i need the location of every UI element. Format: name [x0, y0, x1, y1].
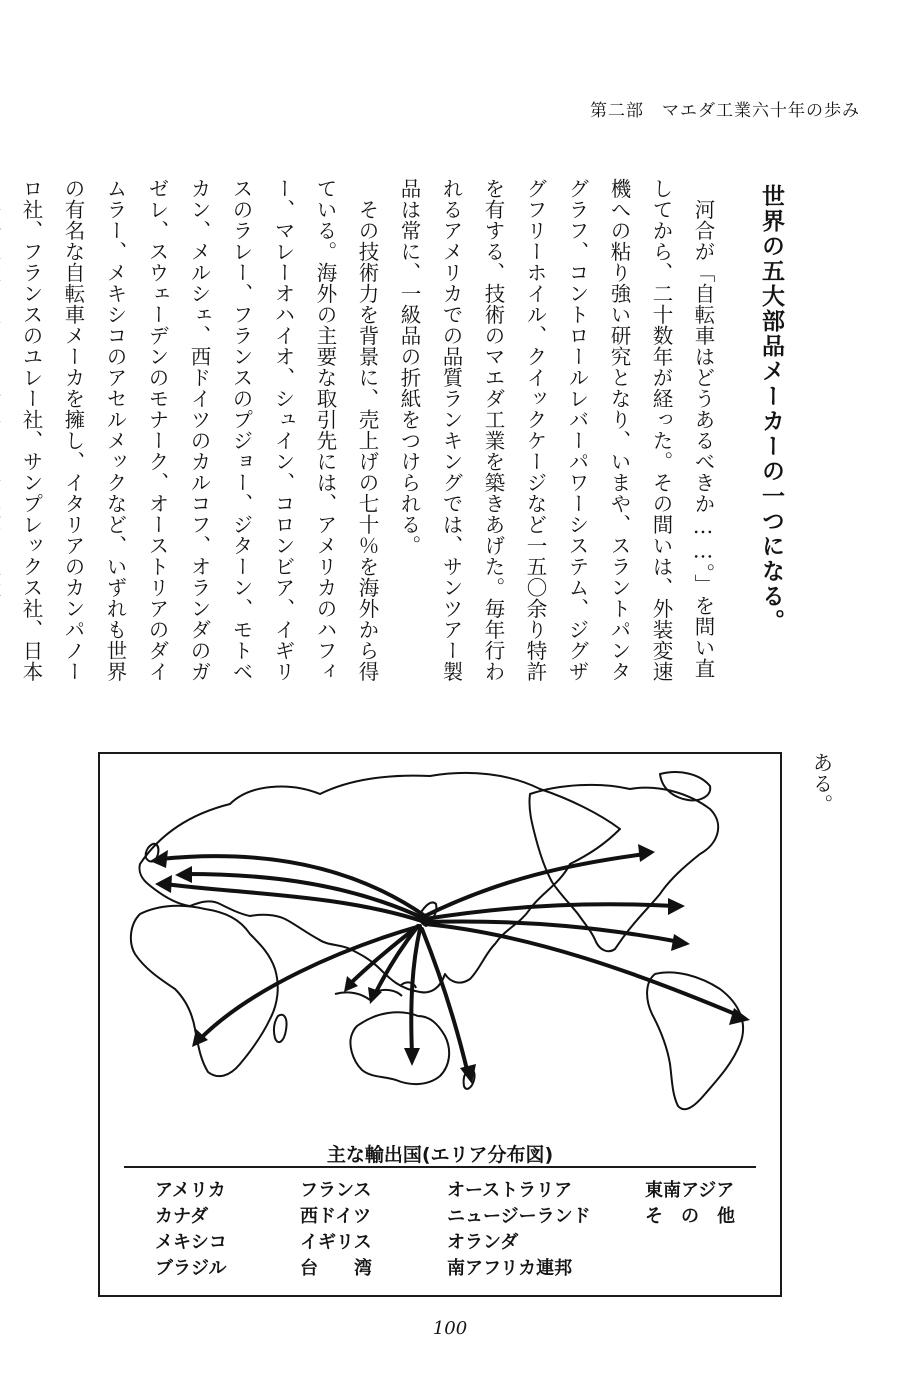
legend-column-3	[447, 1178, 591, 1282]
madagascar	[274, 1015, 287, 1042]
arrow-to-africa	[200, 926, 420, 1039]
export-map-figure	[98, 752, 782, 1297]
legend-column-4	[645, 1178, 735, 1230]
legend-item: メキシコ	[155, 1232, 227, 1253]
legend-item: オランダ	[447, 1232, 519, 1253]
world-map	[100, 754, 780, 1134]
legend-column-1	[155, 1178, 227, 1282]
africa-landmass	[131, 906, 278, 1076]
arrow-to-north-america-3	[425, 921, 680, 942]
legend-item: 西ドイツ	[300, 1206, 372, 1227]
legend-item: 東南アジア	[645, 1180, 735, 1201]
legend-item: カナダ	[155, 1206, 209, 1227]
arrow-to-north-america-2	[425, 904, 675, 919]
legend-item: ニュージーランド	[447, 1206, 591, 1227]
legend-item: 南アフリカ連邦	[447, 1258, 573, 1279]
arrowhead	[671, 934, 690, 951]
running-head: 第二部 マエダ工業六十年の歩み	[590, 101, 860, 121]
arrow-to-south-america	[425, 924, 740, 1016]
legend-item: 台 湾	[300, 1258, 372, 1279]
paragraph-2: その技術力を背景に、売上げの七十％を海外から得ている。海外の主要な取引先には、アメリカのハフィー、マレーオハイオ、シュイン、コロンビア、イギリスのラレー、フランスのプジョー、ジターン、モトベカン、メルシェ、西ドイツのカルコフ、オランダのガゼレ、スウェーデンのモナーク、オーストリアのダイムラー、メキシコのアセルメックなど、いずれも世界の有名な自転車メーカを擁し、イタリアのカンパノーロ社、フランスのユレー社、サンプレックス社、日本	[19, 178, 379, 682]
arrowhead	[668, 898, 685, 915]
paragraph-1: 河合が「自転車はどうあるべきか……。」を問い直してから、二十数年が経った。その間いは、外装変速機への粘り強い研究となり、いまや、スラントパンタグラフ、コントロールレバーパワーシステム、ジグザグフリーホイル、クイックケージなど一五〇余り特許を有する、技術のマエダ工業を築きあげた。毎年行われるアメリカでの品質ランキングでは、サンツアー製品は常に、一級品の折紙をつけられる。	[397, 178, 715, 682]
legend-item: オーストラリア	[447, 1180, 573, 1201]
legend-item: イギリス	[300, 1232, 372, 1253]
body-text	[0, 178, 792, 698]
legend-item: そ の 他	[645, 1206, 735, 1227]
legend-divider	[124, 1166, 756, 1168]
arrow-heads	[150, 844, 750, 1084]
arrowhead	[175, 866, 192, 883]
arrowhead	[638, 844, 655, 862]
arrow-to-new-zealand	[422, 929, 468, 1074]
legend-item: フランス	[300, 1180, 372, 1201]
export-arrows	[160, 854, 740, 1074]
legend-column-2	[300, 1178, 372, 1282]
south-america-landmass	[647, 972, 743, 1109]
section-heading: 世界の五大部品メーカーの一つになる。	[758, 184, 784, 634]
page-number: 100	[432, 1318, 468, 1339]
paragraph-3-tail: ある。	[809, 752, 833, 815]
legend-item: アメリカ	[155, 1180, 226, 1201]
figure-caption: 主な輸出国(エリア分布図)	[326, 1144, 554, 1166]
arrowhead	[404, 1048, 420, 1066]
australia-landmass	[350, 1012, 449, 1084]
legend-item: ブラジル	[155, 1258, 227, 1279]
